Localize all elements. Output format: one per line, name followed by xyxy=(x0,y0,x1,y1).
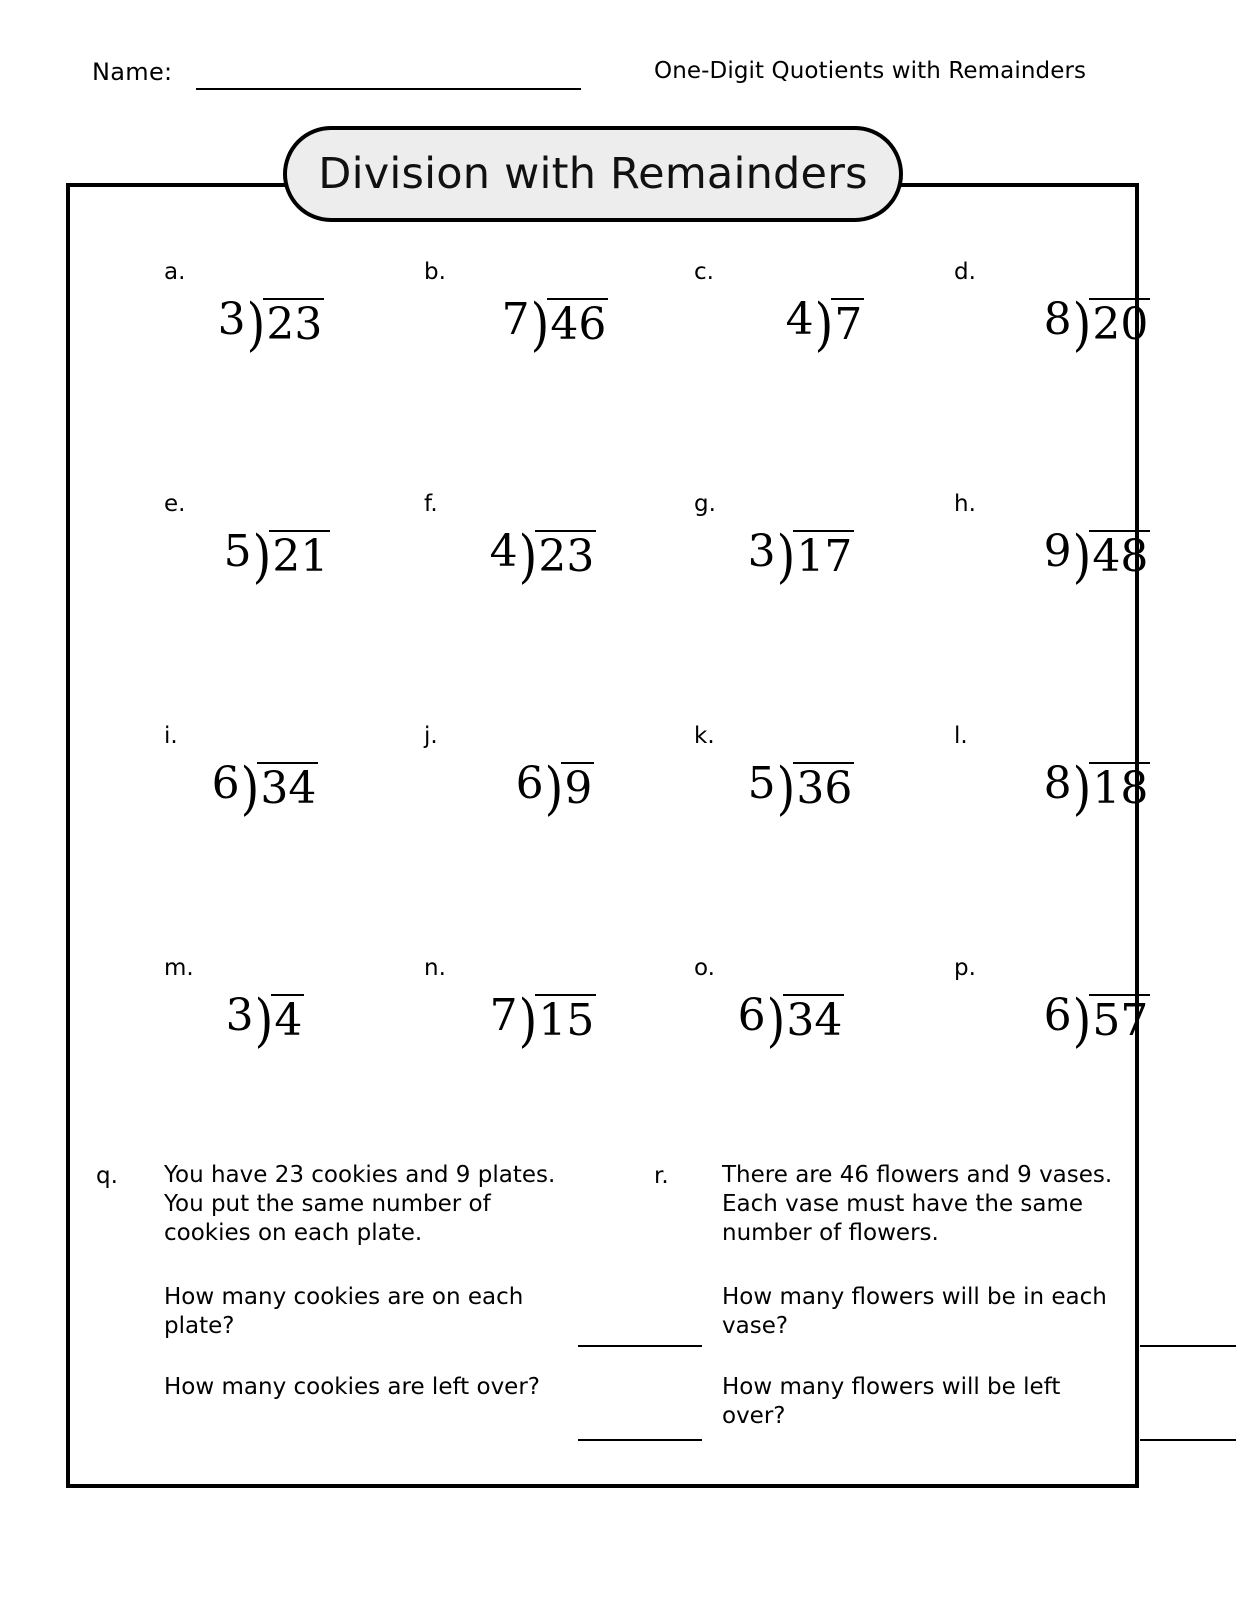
page-title: Division with Remainders xyxy=(318,149,868,199)
problem-letter: d. xyxy=(954,259,976,285)
division-bracket-icon: ) xyxy=(246,291,266,358)
problem-letter: l. xyxy=(954,723,968,749)
long-division-expression xyxy=(962,987,1232,1054)
problem-row xyxy=(66,415,1149,647)
divisor: 6 xyxy=(1043,990,1072,1041)
question-text: How many flowers will be left over? xyxy=(722,1374,1061,1430)
divisor: 5 xyxy=(223,526,252,577)
name-label: Name: xyxy=(92,58,173,86)
dividend: 46 xyxy=(547,298,608,347)
dividend: 4 xyxy=(271,994,304,1043)
problem-letter: r. xyxy=(654,1163,669,1189)
divisor: 4 xyxy=(785,294,814,345)
dividend: 34 xyxy=(257,762,318,811)
problem-letter: f. xyxy=(424,491,438,517)
word-problem-stem: There are 46 flowers and 9 vases. Each vase must have the same number of flowers. xyxy=(722,1162,1113,1247)
division-bracket-icon: ) xyxy=(776,755,796,822)
problem-k[interactable] xyxy=(666,647,936,847)
divisor: 8 xyxy=(1043,294,1072,345)
long-division-expression xyxy=(962,755,1232,822)
word-problem-question-1 xyxy=(164,1283,564,1341)
problem-letter: p. xyxy=(954,955,976,981)
long-division-expression xyxy=(420,291,690,358)
problem-letter: j. xyxy=(424,723,438,749)
problem-letter: c. xyxy=(694,259,714,285)
problem-row xyxy=(66,647,1149,879)
division-bracket-icon: ) xyxy=(1072,523,1092,590)
dividend: 57 xyxy=(1089,994,1150,1043)
dividend: 15 xyxy=(535,994,596,1043)
problem-f[interactable] xyxy=(396,415,666,615)
word-problem-question-1 xyxy=(722,1283,1122,1341)
division-bracket-icon: ) xyxy=(518,987,538,1054)
problem-letter: e. xyxy=(164,491,186,517)
problem-p[interactable] xyxy=(926,879,1196,1079)
dividend: 18 xyxy=(1089,762,1150,811)
problem-o[interactable] xyxy=(666,879,936,1079)
problem-letter: o. xyxy=(694,955,715,981)
dividend: 17 xyxy=(793,530,854,579)
dividend: 7 xyxy=(831,298,864,347)
divisor: 7 xyxy=(501,294,530,345)
name-write-in-line[interactable] xyxy=(196,88,581,90)
problem-letter: g. xyxy=(694,491,716,517)
problem-d[interactable] xyxy=(926,183,1196,383)
worksheet-header xyxy=(0,58,1236,98)
long-division-expression xyxy=(962,523,1232,590)
division-bracket-icon: ) xyxy=(240,755,260,822)
answer-blank-r2[interactable] xyxy=(1140,1423,1236,1441)
word-problem-question-2 xyxy=(164,1373,564,1402)
dividend: 36 xyxy=(793,762,854,811)
problem-letter: k. xyxy=(694,723,715,749)
problem-letter: h. xyxy=(954,491,976,517)
divisor: 7 xyxy=(489,990,518,1041)
problem-letter: q. xyxy=(96,1163,118,1189)
problem-m[interactable] xyxy=(136,879,406,1079)
division-bracket-icon: ) xyxy=(518,523,538,590)
word-problem-body xyxy=(164,1161,564,1434)
division-bracket-icon: ) xyxy=(254,987,274,1054)
problem-letter: i. xyxy=(164,723,178,749)
problem-j[interactable] xyxy=(396,647,666,847)
problem-grid xyxy=(66,183,1149,1111)
divisor: 8 xyxy=(1043,758,1072,809)
question-text: How many flowers will be in each vase? xyxy=(722,1283,1107,1339)
problem-i[interactable] xyxy=(136,647,406,847)
answer-blank-q2[interactable] xyxy=(578,1423,702,1441)
worksheet-subject: One-Digit Quotients with Remainders xyxy=(654,58,1087,84)
divisor: 6 xyxy=(737,990,766,1041)
long-division-expression xyxy=(420,755,690,822)
problem-h[interactable] xyxy=(926,415,1196,615)
dividend: 23 xyxy=(535,530,596,579)
divisor: 3 xyxy=(747,526,776,577)
dividend: 23 xyxy=(263,298,324,347)
division-bracket-icon: ) xyxy=(544,755,564,822)
division-bracket-icon: ) xyxy=(1072,755,1092,822)
problem-b[interactable] xyxy=(396,183,666,383)
problem-letter: m. xyxy=(164,955,194,981)
long-division-expression xyxy=(666,755,936,822)
division-bracket-icon: ) xyxy=(530,291,550,358)
divisor: 5 xyxy=(747,758,776,809)
problem-a[interactable] xyxy=(136,183,406,383)
divisor: 6 xyxy=(515,758,544,809)
word-problem-question-2 xyxy=(722,1373,1122,1431)
division-bracket-icon: ) xyxy=(766,987,786,1054)
long-division-expression xyxy=(408,523,678,590)
long-division-expression xyxy=(136,291,406,358)
divisor: 3 xyxy=(225,990,254,1041)
problem-letter: n. xyxy=(424,955,446,981)
division-bracket-icon: ) xyxy=(252,523,272,590)
long-division-expression xyxy=(690,291,960,358)
dividend: 20 xyxy=(1089,298,1150,347)
word-problem-section xyxy=(66,1143,1139,1443)
problem-n[interactable] xyxy=(396,879,666,1079)
division-bracket-icon: ) xyxy=(1072,291,1092,358)
question-text: How many cookies are left over? xyxy=(164,1374,540,1401)
word-problem-body xyxy=(722,1161,1122,1463)
division-bracket-icon: ) xyxy=(814,291,834,358)
problem-letter: a. xyxy=(164,259,186,285)
dividend: 21 xyxy=(269,530,330,579)
problem-row xyxy=(66,879,1149,1111)
long-division-expression xyxy=(130,755,400,822)
problem-g[interactable] xyxy=(666,415,936,615)
problem-e[interactable] xyxy=(136,415,406,615)
division-bracket-icon: ) xyxy=(776,523,796,590)
dividend: 9 xyxy=(561,762,594,811)
long-division-expression xyxy=(142,523,412,590)
division-bracket-icon: ) xyxy=(1072,987,1092,1054)
long-division-expression xyxy=(130,987,400,1054)
divisor: 9 xyxy=(1043,526,1072,577)
long-division-expression xyxy=(666,523,936,590)
question-text: How many cookies are on each plate? xyxy=(164,1283,524,1339)
dividend: 34 xyxy=(783,994,844,1043)
long-division-expression xyxy=(962,291,1232,358)
divisor: 3 xyxy=(217,294,246,345)
word-problem-stem: You have 23 cookies and 9 plates. You put the same number of cookies on each plate. xyxy=(164,1162,556,1247)
divisor: 6 xyxy=(211,758,240,809)
answer-blank-q1[interactable] xyxy=(578,1329,702,1347)
dividend: 48 xyxy=(1089,530,1150,579)
problem-c[interactable] xyxy=(666,183,936,383)
problem-l[interactable] xyxy=(926,647,1196,847)
long-division-expression xyxy=(656,987,926,1054)
problem-letter: b. xyxy=(424,259,446,285)
divisor: 4 xyxy=(489,526,518,577)
problem-row xyxy=(66,183,1149,415)
long-division-expression xyxy=(408,987,678,1054)
answer-blank-r1[interactable] xyxy=(1140,1329,1236,1347)
